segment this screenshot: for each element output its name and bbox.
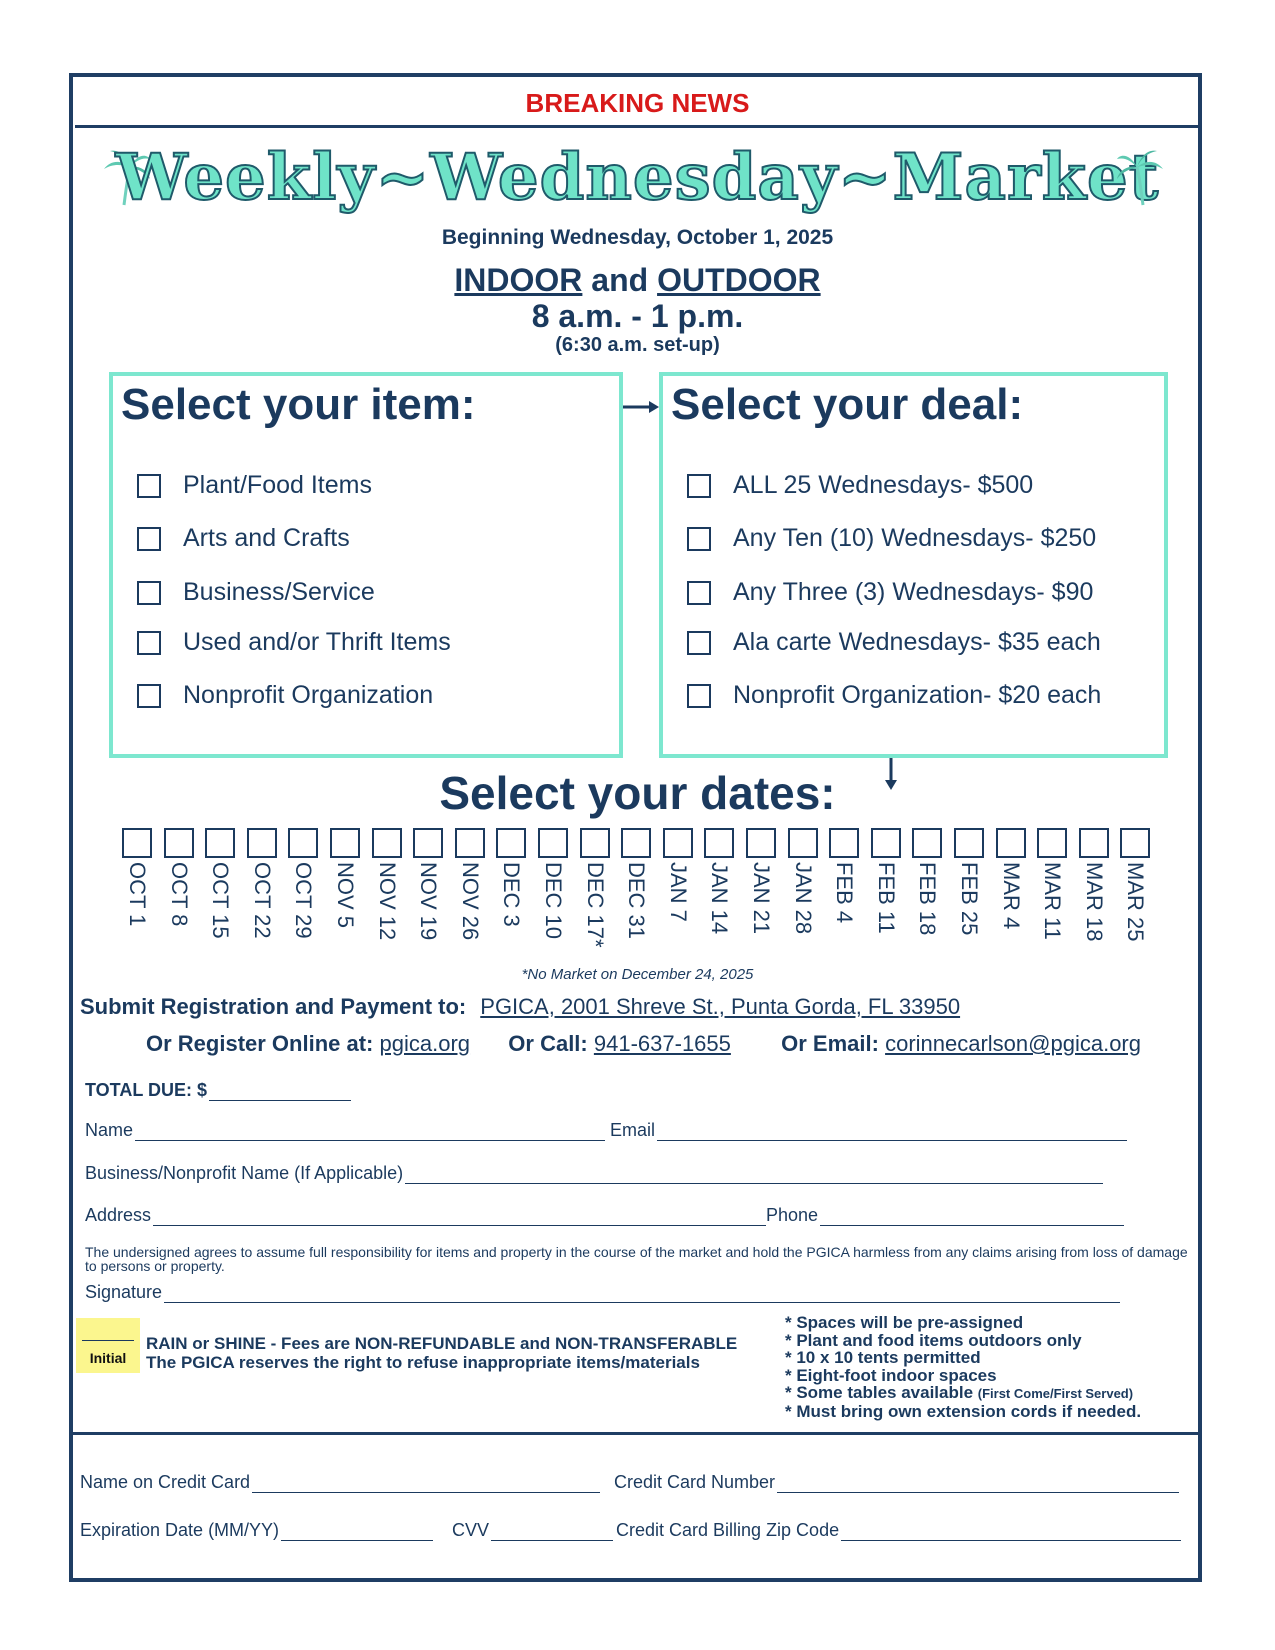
divider [75,125,1199,128]
date-label: JAN 14 [707,862,732,935]
date-checkbox[interactable] [288,828,318,858]
date-checkbox[interactable] [580,828,610,858]
option-label: Ala carte Wednesdays- $35 each [733,628,1101,656]
date-label: OCT 8 [167,862,192,927]
checkbox[interactable] [687,474,711,498]
name-field[interactable] [85,1120,605,1141]
date-checkbox[interactable] [746,828,776,858]
date-checkbox[interactable] [704,828,734,858]
submit-label: Submit Registration and Payment to: [80,994,467,1019]
signature-label: Signature [85,1282,163,1302]
total-due-label: TOTAL DUE: $ [85,1080,208,1100]
note-item: * Plant and food items outdoors only [785,1330,1082,1350]
website-link[interactable]: pgica.org [379,1031,471,1056]
deal-option[interactable] [687,628,1101,657]
cvv-field[interactable] [452,1520,613,1541]
date-label: OCT 15 [208,862,233,939]
date-checkbox[interactable] [247,828,277,858]
input-line[interactable] [153,1207,766,1226]
note-item: * Eight-foot indoor spaces [785,1365,997,1385]
option-label: Any Three (3) Wednesdays- $90 [733,578,1094,606]
date-checkbox[interactable] [912,828,942,858]
note-item: * Spaces will be pre-assigned [785,1313,1024,1332]
email-label: Email [610,1120,656,1140]
input-line[interactable] [252,1474,600,1493]
checkbox[interactable] [687,684,711,708]
beginning-date: Beginning Wednesday, October 1, 2025 [441,226,834,249]
date-label: DEC 17* [583,862,608,948]
checkbox[interactable] [687,527,711,551]
business-name-field[interactable] [85,1163,1103,1184]
mailing-address: PGICA, 2001 Shreve St., Punta Gorda, FL 33950 [480,994,961,1019]
date-checkbox[interactable] [871,828,901,858]
item-option[interactable] [137,628,451,657]
date-label: NOV 26 [458,862,483,941]
no-market-note: *No Market on December 24, 2025 [521,966,754,983]
checkbox[interactable] [687,581,711,605]
indoor-outdoor [0,262,1275,299]
checkbox[interactable] [137,527,161,551]
call-label: Or Call: [508,1031,588,1056]
date-checkbox[interactable] [1120,828,1150,858]
date-label: FEB 4 [832,862,857,924]
name-label: Name [85,1120,134,1140]
input-line[interactable] [209,1082,351,1101]
address-field[interactable] [85,1205,766,1226]
deal-option[interactable] [687,578,1093,607]
date-label: OCT 1 [125,862,150,927]
indoor-label: INDOOR [454,262,583,298]
date-label: NOV 5 [333,862,358,929]
date-label: MAR 25 [1123,862,1148,942]
item-option[interactable] [137,681,433,710]
date-label: JAN 21 [749,862,774,935]
date-checkbox[interactable] [1079,828,1109,858]
palm-tree-icon [1115,145,1167,207]
dates-heading: Select your dates: [439,767,836,819]
expiration-label: Expiration Date (MM/YY) [80,1520,280,1540]
item-option[interactable] [137,471,372,500]
deal-heading: Select your deal: [671,380,1024,429]
input-line[interactable] [777,1474,1179,1493]
date-label: DEC 10 [541,862,566,940]
deal-option[interactable] [687,524,1096,553]
date-checkbox[interactable] [829,828,859,858]
email-link[interactable]: corinnecarlson@pgica.org [885,1031,1141,1056]
date-checkbox[interactable] [372,828,402,858]
card-number-label: Credit Card Number [614,1472,776,1492]
date-label: NOV 12 [375,862,400,941]
item-selection-box [109,372,623,758]
note-small: (First Come/First Served) [977,1386,1134,1401]
initial-label: Initial [89,1350,127,1366]
outdoor-label: OUTDOOR [657,262,821,298]
date-checkbox[interactable] [954,828,984,858]
date-label: DEC 3 [499,862,524,927]
date-label: OCT 29 [291,862,316,939]
date-checkbox[interactable] [205,828,235,858]
total-due-field[interactable] [85,1080,351,1101]
zip-label: Credit Card Billing Zip Code [616,1520,840,1540]
input-line[interactable] [164,1284,1120,1303]
card-number-field[interactable] [614,1472,1179,1493]
market-hours: 8 a.m. - 1 p.m. [531,298,744,334]
cvv-label: CVV [452,1520,490,1540]
and-label: and [582,262,658,298]
date-label: OCT 22 [250,862,275,939]
date-checkbox[interactable] [538,828,568,858]
date-checkbox[interactable] [330,828,360,858]
date-label: MAR 11 [1040,862,1065,940]
item-heading: Select your item: [121,380,476,429]
card-name-field[interactable] [80,1472,600,1493]
business-label: Business/Nonprofit Name (If Applicable) [85,1163,404,1183]
checkbox[interactable] [137,631,161,655]
phone-field[interactable] [766,1205,1124,1226]
breaking-news: BREAKING NEWS [525,88,750,118]
expiration-field[interactable] [80,1520,433,1541]
deal-selection-box [659,372,1168,758]
input-line[interactable] [491,1522,613,1541]
date-checkbox[interactable] [496,828,526,858]
email-field[interactable] [610,1120,1127,1141]
note-text: * Some tables available [785,1383,978,1402]
date-checkbox[interactable] [621,828,651,858]
rain-or-shine: RAIN or SHINE - Fees are NON-REFUNDABLE and NON-TRANSFERABLE [146,1334,738,1353]
waiver-text: The undersigned agrees to assume full responsibility for items and property in the course of the market and hold the PGICA harmless from any claims arising from loss of damage to persons or property. [85,1244,1188,1274]
checkbox[interactable] [137,581,161,605]
date-label: FEB 18 [915,862,940,936]
online-label: Or Register Online at: [146,1031,374,1056]
checkbox[interactable] [687,631,711,655]
deal-option[interactable] [687,471,1033,500]
date-checkbox[interactable] [1037,828,1067,858]
input-line[interactable] [135,1122,605,1141]
input-line[interactable] [841,1522,1181,1541]
item-option[interactable] [137,578,375,607]
date-checkbox[interactable] [455,828,485,858]
input-line[interactable] [405,1165,1103,1184]
submit-info [80,994,960,1020]
date-label: NOV 19 [416,862,441,941]
date-label: DEC 31 [624,862,649,940]
date-label: FEB 25 [957,862,982,936]
date-label: MAR 4 [999,862,1024,930]
date-checkbox[interactable] [413,828,443,858]
option-label: Any Ten (10) Wednesdays- $250 [733,524,1097,552]
item-option[interactable] [137,524,350,553]
refuse-policy: The PGICA reserves the right to refuse inappropriate items/materials [146,1353,700,1372]
option-label: Arts and Crafts [183,524,350,552]
contact-info [146,1031,1141,1057]
note-item [785,1384,1141,1403]
date-label: MAR 18 [1082,862,1107,942]
address-label: Address [85,1205,152,1225]
date-checkbox[interactable] [788,828,818,858]
notes-list [785,1314,1141,1420]
checkbox[interactable] [137,684,161,708]
date-label: JAN 7 [666,862,691,922]
setup-time: (6:30 a.m. set-up) [555,334,720,356]
zip-field[interactable] [616,1520,1181,1541]
option-label: Nonprofit Organization [183,681,434,709]
card-name-label: Name on Credit Card [80,1472,251,1492]
policy-text [146,1334,737,1372]
date-checkbox[interactable] [164,828,194,858]
signature-field[interactable] [85,1282,1120,1303]
note-item: * Must bring own extension cords if needed. [785,1401,1142,1421]
note-item: * 10 x 10 tents permitted [785,1348,981,1367]
date-checkbox[interactable] [663,828,693,858]
deal-option[interactable] [687,681,1101,710]
option-label: ALL 25 Wednesdays- $500 [733,471,1034,499]
date-label: FEB 11 [874,862,899,934]
phone-label: Phone [766,1205,819,1225]
phone-link[interactable]: 941-637-1655 [593,1031,731,1056]
option-label: Used and/or Thrift Items [183,628,451,656]
option-label: Nonprofit Organization- $20 each [733,681,1102,709]
arrow-right-icon [623,399,659,415]
divider [69,1432,1202,1435]
date-checkbox[interactable] [122,828,152,858]
date-checkbox[interactable] [996,828,1026,858]
option-label: Plant/Food Items [183,471,372,499]
option-label: Business/Service [183,578,375,606]
checkbox[interactable] [137,474,161,498]
input-line[interactable] [820,1207,1124,1226]
input-line[interactable] [281,1522,433,1541]
email-label: Or Email: [781,1031,879,1056]
initial-line [82,1340,134,1341]
date-label: JAN 28 [791,862,816,935]
market-title: Weekly~Wednesday~Market [115,140,1160,215]
input-line[interactable] [657,1122,1127,1141]
